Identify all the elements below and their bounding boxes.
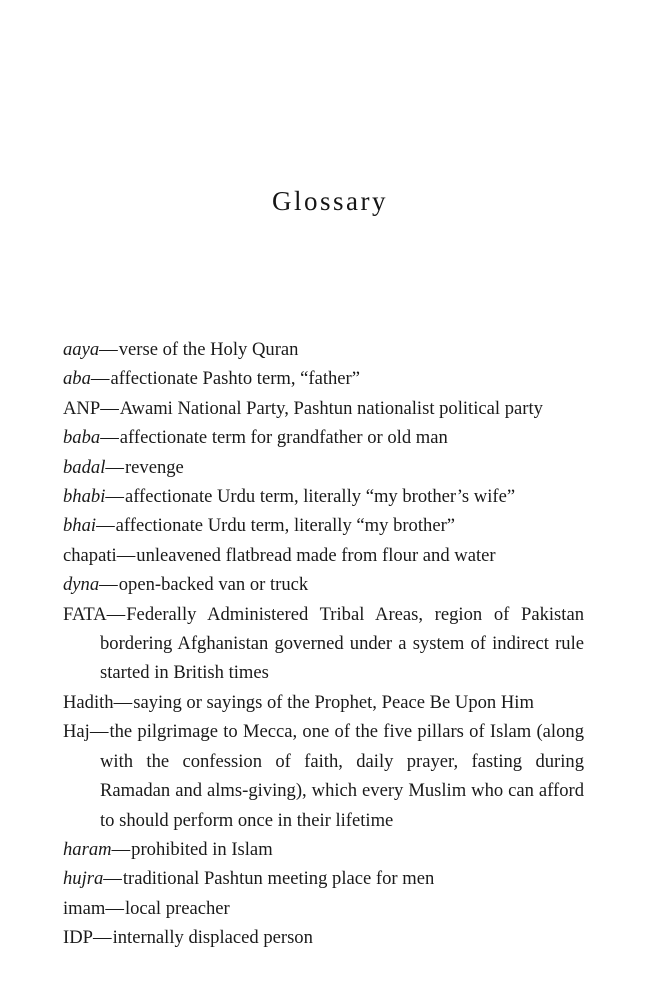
glossary-entry (63, 364, 584, 393)
em-dash: — (89, 721, 109, 743)
glossary-definition: affectionate Urdu term, literally “my brother” (115, 515, 456, 537)
glossary-term: FATA (63, 603, 107, 625)
glossary-term: Haj (63, 721, 90, 743)
em-dash: — (99, 574, 118, 596)
glossary-definition: internally displaced person (112, 927, 313, 949)
glossary-entry (63, 570, 584, 599)
glossary-term: bhai (63, 515, 97, 537)
glossary-entry (63, 923, 584, 952)
glossary-term: IDP (63, 927, 93, 949)
glossary-term: baba (63, 427, 101, 449)
glossary-entry (63, 394, 584, 423)
em-dash: — (106, 603, 126, 625)
glossary-entry (63, 453, 584, 482)
em-dash: — (100, 397, 119, 419)
glossary-definition: unleavened flatbread made from flour and water (136, 544, 496, 566)
glossary-definition: local preacher (124, 897, 230, 919)
glossary-definition: revenge (124, 456, 184, 478)
glossary-term: Hadith (63, 691, 114, 713)
page-title: Glossary (272, 186, 388, 216)
glossary-entry (63, 423, 584, 452)
glossary-term: ANP (63, 397, 101, 419)
em-dash: — (105, 456, 124, 478)
glossary-entry (63, 335, 584, 364)
em-dash: — (111, 838, 131, 860)
em-dash: — (92, 927, 112, 949)
glossary-entry (63, 864, 584, 893)
glossary-term: dyna (63, 574, 100, 596)
glossary-term: aaya (63, 339, 100, 360)
em-dash: — (116, 544, 136, 566)
em-dash: — (99, 339, 118, 360)
glossary-definition: affectionate term for grandfather or old man (119, 427, 448, 449)
glossary-term: imam (63, 897, 106, 919)
em-dash: — (100, 427, 119, 449)
glossary-entry (63, 482, 584, 511)
em-dash: — (90, 368, 110, 390)
glossary-entry (63, 600, 584, 688)
glossary-entry (63, 511, 584, 540)
glossary-definition: open-backed van or truck (118, 574, 309, 596)
em-dash: — (103, 868, 122, 890)
glossary-definition: verse of the Holy Quran (118, 339, 299, 360)
glossary-entry (63, 717, 584, 835)
glossary-entry (63, 894, 584, 923)
glossary-term: aba (63, 368, 91, 390)
em-dash: — (96, 515, 115, 537)
glossary-list (63, 335, 584, 953)
glossary-definition: Federally Administered Tribal Areas, region of Pakistan bordering Afghanistan governed under a system of indirect rule started in British times (100, 603, 584, 684)
glossary-definition: traditional Pashtun meeting place for men (122, 868, 435, 890)
glossary-definition: Awami National Party, Pashtun nationalist political party (119, 397, 543, 419)
glossary-term: badal (63, 456, 106, 478)
glossary-definition: affectionate Pashto term, “father” (110, 368, 361, 390)
glossary-term: bhabi (63, 486, 106, 508)
glossary-term: hujra (63, 868, 104, 890)
glossary-definition: saying or sayings of the Prophet, Peace Be Upon Him (133, 691, 534, 713)
em-dash: — (105, 897, 124, 919)
glossary-definition: affectionate Urdu term, literally “my brother’s wife” (124, 486, 516, 508)
glossary-term: chapati (63, 544, 117, 566)
glossary-term: haram (63, 838, 112, 860)
glossary-definition: prohibited in Islam (131, 838, 273, 860)
em-dash: — (105, 486, 124, 508)
glossary-entry (63, 541, 584, 570)
glossary-entry (63, 835, 584, 864)
glossary-definition: the pilgrimage to Mecca, one of the five pillars of Islam (along with the confession of faith, daily prayer, fasting during Ramadan and alms-giving), which every Muslim who can afford to should perform once in their lifetime (100, 721, 584, 831)
glossary-entry (63, 688, 584, 717)
em-dash: — (113, 691, 133, 713)
